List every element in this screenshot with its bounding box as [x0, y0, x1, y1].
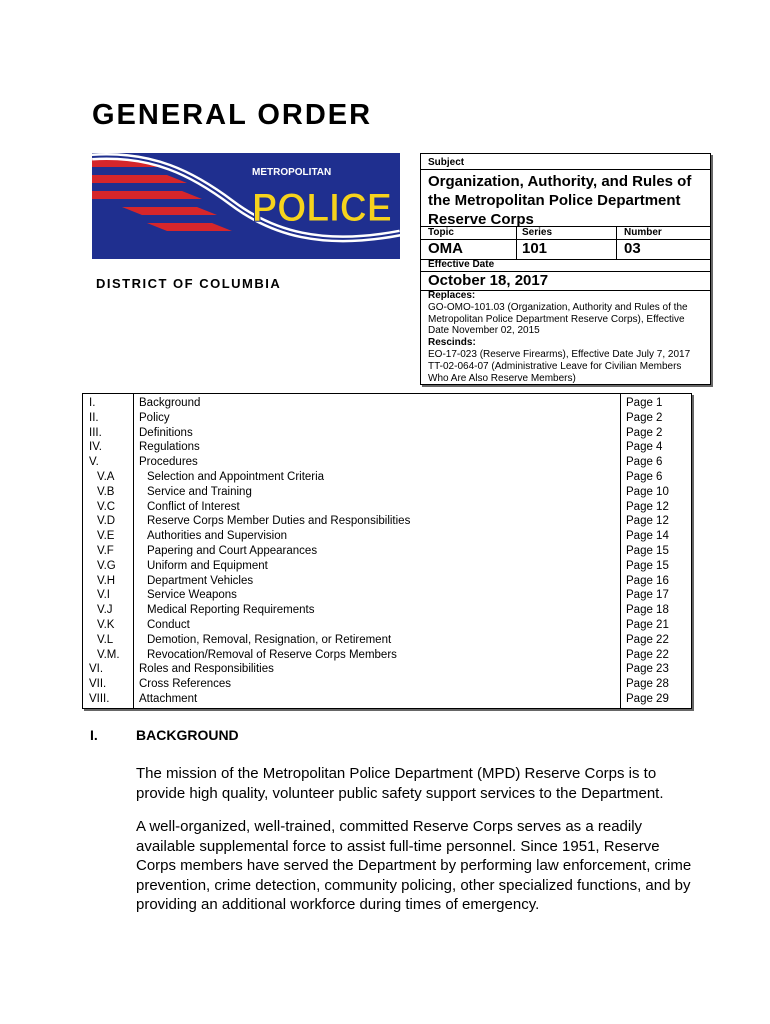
toc-page: Page 16: [626, 574, 669, 587]
toc-number: VI.: [89, 663, 104, 676]
toc-number: V.A: [97, 471, 115, 483]
toc-number: I.: [89, 397, 96, 409]
toc-row: [83, 588, 691, 603]
toc-title: Medical Reporting Requirements: [147, 604, 315, 617]
series-label: Series: [522, 227, 553, 238]
logo-main-text: POLICE: [252, 186, 392, 230]
number-label: Number: [624, 227, 662, 238]
toc-number: VIII.: [89, 693, 110, 705]
toc-page: Page 4: [626, 441, 663, 454]
toc-row: [83, 529, 691, 544]
toc-row: [83, 662, 691, 677]
toc-title: Papering and Court Appearances: [147, 545, 318, 557]
toc-title: Service Weapons: [147, 589, 237, 602]
order-info-box: [420, 153, 711, 385]
toc-page: Page 12: [626, 515, 669, 528]
toc-page: Page 10: [626, 485, 669, 498]
series-value: 101: [522, 240, 548, 257]
topic-label: Topic: [428, 227, 454, 238]
toc-number: II.: [89, 411, 99, 424]
toc-title: Conduct: [147, 619, 190, 631]
toc-page: Page 2: [626, 411, 663, 424]
toc-row: [83, 633, 691, 648]
toc-number: V.K: [97, 619, 115, 631]
mpd-police-logo: [92, 153, 400, 259]
toc-title: Demotion, Removal, Resignation, or Retirement: [147, 633, 392, 646]
table-of-contents: [82, 393, 692, 709]
toc-row: [83, 514, 691, 529]
rescinds-item-1: EO-17-023 (Reserve Firearms), Effective Date July 7, 2017: [428, 348, 691, 360]
toc-page: Page 17: [626, 589, 669, 602]
toc-number: III.: [89, 426, 102, 439]
toc-row: [83, 440, 691, 455]
toc-page: Page 28: [626, 678, 669, 691]
toc-number: V.J: [97, 604, 113, 617]
toc-title: Definitions: [139, 426, 193, 439]
toc-title: Cross References: [139, 678, 232, 691]
toc-page: Page 18: [626, 604, 669, 617]
rescinds-label: Rescinds:: [428, 337, 476, 349]
toc-title: Authorities and Supervision: [147, 530, 287, 543]
toc-page: Page 6: [626, 471, 663, 483]
background-paragraph-2: A well-organized, well-trained, committed Reserve Corps serves as a readily available supplemental force to assist full-time personnel. Since 1951, Reserve Corps members have served the Department by performing law enforcement, crime prevention, crime detection, community policing, other specialized functions, and by providing an additional workforce during times of emergency.: [136, 818, 692, 913]
toc-row: [83, 426, 691, 441]
section-heading: BACKGROUND: [136, 727, 239, 743]
toc-title: Selection and Appointment Criteria: [147, 471, 325, 483]
toc-row: [83, 692, 691, 707]
toc-number: V.F: [97, 545, 114, 557]
toc-row: [83, 648, 691, 663]
toc-row: [83, 618, 691, 633]
replaces-text: GO-OMO-101.03 (Organization, Authority and Rules of the Metropolitan Police Department Reserve Corps), Effective Date November 02, 2015: [428, 301, 688, 337]
toc-page: Page 12: [626, 500, 669, 513]
replaces-rescinds-block: [428, 290, 704, 384]
toc-number: V.: [89, 456, 99, 469]
rescinds-item-2: TT-02-064-07 (Administrative Leave for Civilian Members Who Are Also Reserve Members): [428, 360, 682, 384]
toc-number: V.G: [97, 559, 116, 572]
toc-number: V.C: [97, 500, 116, 513]
toc-title: Background: [139, 397, 201, 409]
toc-number: V.H: [97, 574, 116, 587]
toc-title: Roles and Responsibilities: [139, 663, 274, 676]
toc-page: Page 22: [626, 648, 669, 661]
toc-page: Page 6: [626, 456, 663, 469]
toc-title: Conflict of Interest: [147, 500, 240, 513]
replaces-label: Replaces:: [428, 290, 476, 301]
toc-page: Page 21: [626, 619, 669, 631]
toc-page: Page 2: [626, 426, 663, 439]
toc-number: VII.: [89, 678, 107, 691]
toc-title: Attachment: [139, 693, 198, 705]
toc-row: [83, 574, 691, 589]
district-label: DISTRICT OF COLUMBIA: [96, 276, 282, 291]
toc-page: Page 15: [626, 545, 669, 557]
document-title: GENERAL ORDER: [92, 99, 373, 131]
toc-number: V.B: [97, 485, 115, 498]
subject-label: Subject: [428, 157, 465, 168]
toc-title: Reserve Corps Member Duties and Responsibilities: [147, 515, 411, 528]
logo-top-text: METROPOLITAN: [252, 167, 332, 178]
toc-page: Page 1: [626, 397, 663, 409]
toc-page: Page 23: [626, 663, 669, 676]
toc-row: [83, 677, 691, 692]
toc-title: Policy: [139, 411, 170, 424]
toc-title: Uniform and Equipment: [147, 559, 268, 572]
subject-value: Organization, Authority, and Rules of the Metropolitan Police Department Reserve Corps: [428, 173, 692, 228]
toc-title: Regulations: [139, 441, 200, 454]
section-number: I.: [90, 727, 98, 743]
background-paragraph-1: The mission of the Metropolitan Police Department (MPD) Reserve Corps is to provide high quality, volunteer public safety support services to the Department.: [136, 765, 664, 802]
toc-page: Page 29: [626, 693, 669, 705]
toc-title: Department Vehicles: [147, 574, 254, 587]
toc-title: Revocation/Removal of Reserve Corps Members: [147, 648, 397, 661]
toc-number: V.I: [97, 589, 111, 602]
toc-row: [83, 559, 691, 574]
toc-title: Procedures: [139, 456, 198, 469]
toc-number: V.D: [97, 515, 116, 528]
toc-number: V.L: [97, 633, 114, 646]
toc-number: V.M.: [97, 648, 120, 661]
toc-row: [83, 500, 691, 515]
toc-row: [83, 396, 691, 411]
toc-page: Page 14: [626, 530, 669, 543]
toc-row: [83, 544, 691, 559]
toc-page: Page 15: [626, 559, 669, 572]
number-value: 03: [624, 240, 641, 257]
topic-value: OMA: [428, 240, 463, 257]
toc-row: [83, 470, 691, 485]
toc-row: [83, 455, 691, 470]
effective-date-label: Effective Date: [428, 259, 495, 270]
toc-number: IV.: [89, 441, 103, 454]
toc-page: Page 22: [626, 633, 669, 646]
toc-row: [83, 411, 691, 426]
effective-date-value: October 18, 2017: [428, 272, 549, 289]
toc-number: V.E: [97, 530, 115, 543]
toc-title: Service and Training: [147, 485, 252, 498]
toc-row: [83, 603, 691, 618]
toc-row: [83, 485, 691, 500]
